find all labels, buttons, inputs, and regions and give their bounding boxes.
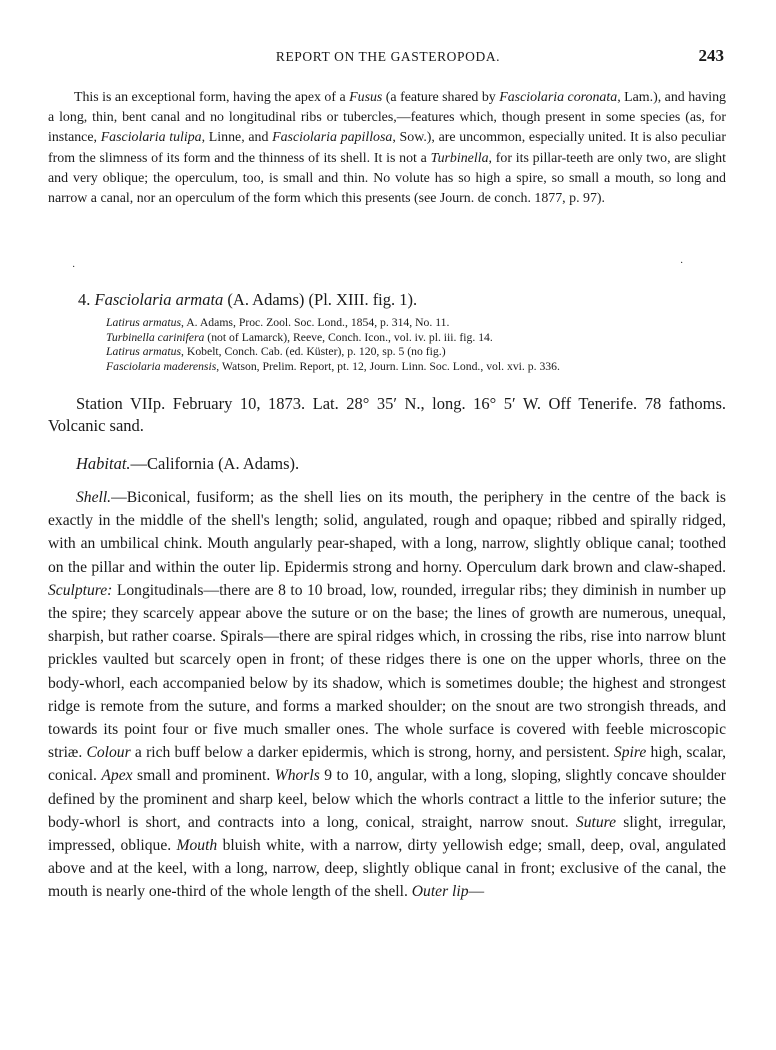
running-header <box>0 46 776 70</box>
species-name: Fasciolaria coronata <box>499 90 618 105</box>
shell-description: Shell.—Biconical, fusiform; as the shell lies on its mouth, the periphery in the centre of the back is exactly in the middle of the shell's length; solid, angulated, rough and opaque; ribbed and spirally ridged, with an umbilical chink. Mouth angularly pear-shaped, with a long, narrow, slightly oblique canal; toothed on the pillar and within the outer lip. Epidermis strong and horny. Operculum dark brown and claw-shaped. Sculpture: Longitudinals—there are 8 to 10 broad, low, rounded, irregular ribs; they diminish in number up the spire; they scarcely appear above the suture or on the base; the lines of growth are numerous, unequal, sharpish, but rather coarse. Spirals—there are spiral ridges which, in crossing the ribs, rise into narrow blunt prickles vaulted but scarcely open in front; of these ridges there is one on the upper whorls, three on the body-whorl, each accompanied below by its shadow, which is sometimes double; the highest and strongest ridge is remote from the suture, and forms a marked shoulder; on the snout are two strongish threads, and towards its point four or five much smaller ones. The whole surface is covered with feeble microscopic striæ. Colour a rich buff below a darker epidermis, which is strong, horny, and persistent. Spire high, scalar, conical. Apex small and prominent. Whorls 9 to 10, angular, with a long, sloping, slightly concave shoulder defined by the prominent and sharp keel, below which the whorls contract a little to the inferior suture; the body-whorl is short, and contracts into a long, conical, straight, narrow snout. Suture slight, irregular, impressed, oblique. Mouth bluish white, with a narrow, dirty yellowish edge; small, deep, oval, angulated above and at the keel, with a long, narrow, deep, slightly oblique canal in front; exclusive of the canal, the mouth is nearly one-third of the whole length of the shell. Outer lip— <box>48 489 726 901</box>
spire-label: Spire <box>613 744 647 762</box>
genus-name: Turbinella <box>430 150 489 166</box>
synonym-entry: Latirus armatus, Kobelt, Conch. Cab. (ed. Küster), p. 120, sp. 5 (no fig.) <box>106 345 446 359</box>
whorls-label: Whorls <box>274 767 320 785</box>
species-name: Fasciolaria tulipa <box>100 130 202 146</box>
species-heading <box>78 290 417 310</box>
running-title: REPORT ON THE GASTEROPODA. <box>275 49 501 64</box>
print-specks: · · <box>72 258 684 273</box>
station-record: Station VIIp. February 10, 1873. Lat. 28° 35′ N., long. 16° 5′ W. Off Tenerife. 78 fathoms. Volcanic sand. <box>48 394 726 435</box>
species-title: Fasciolaria armata <box>94 290 224 309</box>
mouth-label: Mouth <box>176 837 218 855</box>
habitat-label: Habitat. <box>76 454 131 473</box>
sculpture-label: Sculpture: <box>48 581 113 599</box>
synonym-entry: Turbinella carinifera (not of Lamarck), Reeve, Conch. Icon., vol. iv. pl. iii. fig. 14. <box>106 330 493 344</box>
suture-label: Suture <box>575 813 617 831</box>
synonym-entry: Fasciolaria maderensis, Watson, Prelim. Report, pt. 12, Journ. Linn. Soc. Lond., vol. xvi. p. 336. <box>106 359 560 373</box>
habitat-line <box>76 454 299 474</box>
species-number: 4. <box>78 290 95 309</box>
species-authority: (A. Adams) (Pl. XIII. fig. 1). <box>223 290 418 309</box>
page-number: 243 <box>698 46 724 65</box>
apex-label: Apex <box>101 767 133 785</box>
synonymy-list <box>106 316 746 374</box>
intro-paragraph: This is an exceptional form, having the apex of a Fusus (a feature shared by Fasciolaria coronata, Lam.), and having a long, thin, bent canal and no longitudinal ribs or tubercles,—features which, though present in some species (as, for instance, Fasciolaria tulipa, Linne, and Fasciolaria papillosa, Sow.), are uncommon, especially united. It is also peculiar from the slimness of its form and the thinness of its shell. It is not a Turbinella, for its pillar-teeth are only two, are slight and very oblique; the operculum, too, is small and thin. No volute has so high a spire, so small a mouth, so long and narrow a canal, nor an operculum of the form which this presents (see Journ. de conch. 1877, p. 97). <box>48 90 726 207</box>
colour-label: Colour <box>86 744 131 762</box>
species-name: Fasciolaria papillosa <box>272 130 393 146</box>
synonym-entry: Latirus armatus, A. Adams, Proc. Zool. Soc. Lond., 1854, p. 314, No. 11. <box>106 316 450 329</box>
outer-lip-label: Outer lip <box>411 883 469 901</box>
shell-label: Shell. <box>76 489 112 506</box>
habitat-text: —California (A. Adams). <box>130 454 300 473</box>
genus-name: Fusus <box>349 90 383 105</box>
